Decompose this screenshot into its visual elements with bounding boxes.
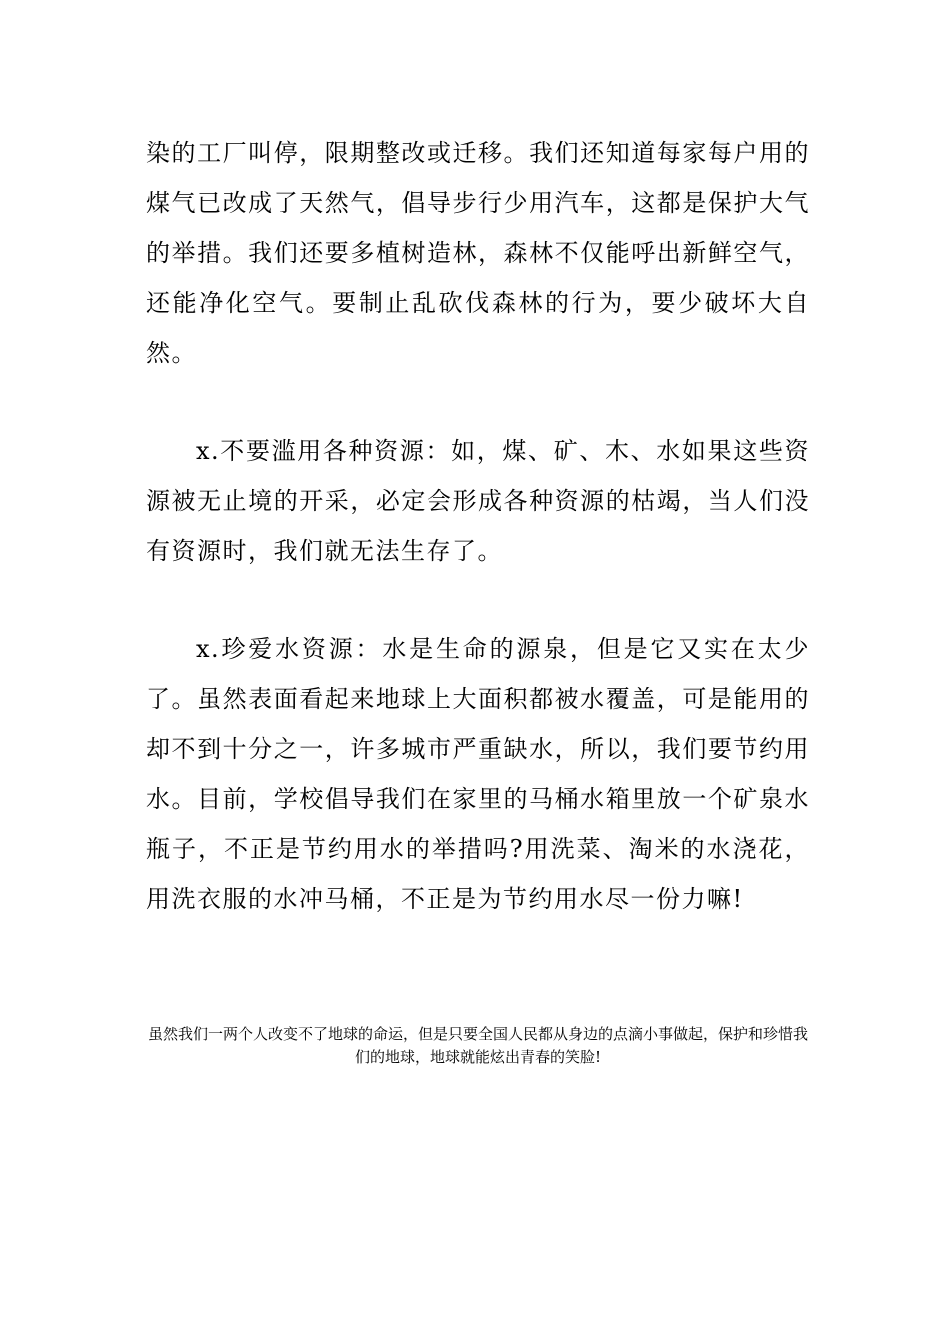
paragraph-resources: x.不要滥用各种资源：如，煤、矿、木、水如果这些资源被无止境的开采，必定会形成各种资源的枯竭，当人们没有资源时，我们就无法生存了。: [146, 437, 810, 565]
paragraph-water: x.珍爱水资源：水是生命的源泉，但是它又实在太少了。虽然表面看起来地球上大面积都被水覆盖，可是能用的却不到十分之一，许多城市严重缺水，所以，我们要节约用水。目前，学校倡导我们在家里的马桶水箱里放一个矿泉水瓶子，不正是节约用水的举措吗?用洗菜、淘米的水浇花，用洗衣服的水冲马桶，不正是为节约用水尽一份力嘛!: [146, 635, 810, 913]
paragraph-air-protection: 染的工厂叫停，限期整改或迁移。我们还知道每家每户用的煤气已改成了天然气，倡导步行少用汽车，这都是保护大气的举措。我们还要多植树造林，森林不仅能呼出新鲜空气，还能净化空气。要制止乱砍伐森林的行为，要少破坏大自然。: [146, 139, 810, 367]
conclusion-text: 虽然我们一两个人改变不了地球的命运，但是只要全国人民都从身边的点滴小事做起，保护和珍惜我们的地球，地球就能炫出青春的笑脸!: [147, 1025, 808, 1066]
